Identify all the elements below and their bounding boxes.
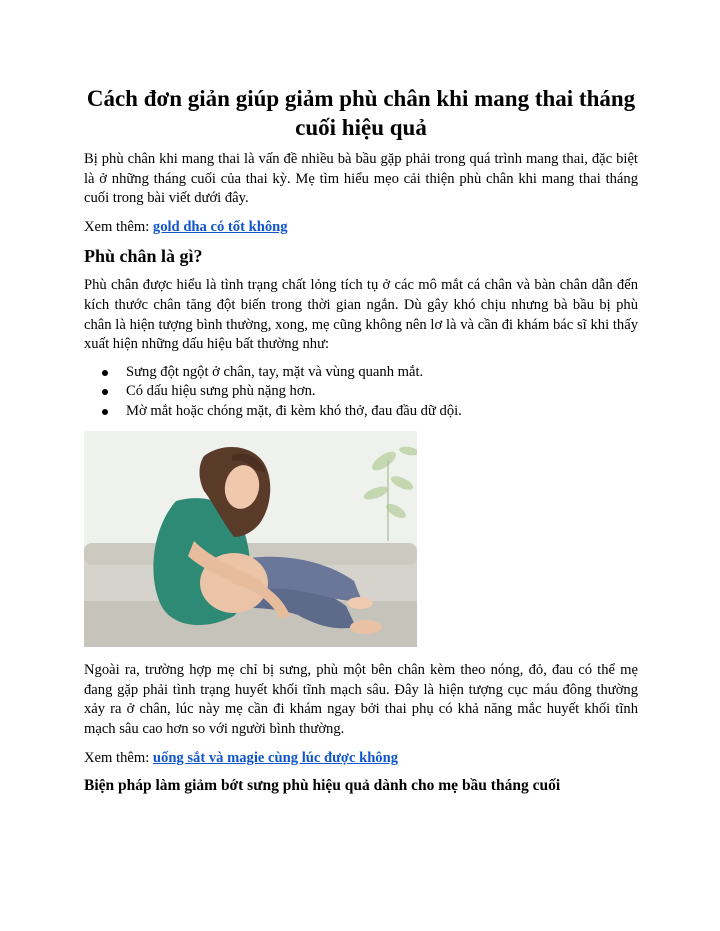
bullet-icon: [102, 409, 108, 415]
see-also-2-prefix: Xem thêm:: [84, 749, 153, 766]
list-item: [84, 402, 638, 422]
section1-heading: Phù chân là gì?: [84, 246, 203, 267]
pregnant-woman-illustration: [84, 431, 417, 647]
see-also-2: [84, 749, 638, 769]
list-item: [84, 382, 638, 402]
gold-dha-link[interactable]: gold dha có tốt không: [152, 218, 288, 235]
pregnant-woman-photo: [84, 431, 417, 647]
see-also-1-prefix: Xem thêm:: [84, 218, 153, 235]
document-content: [84, 84, 638, 796]
symptom-list: [84, 363, 638, 422]
list-item-text: Có dấu hiệu sưng phù nặng hơn.: [126, 383, 316, 400]
document-title: Cách đơn giản giúp giảm phù chân khi mang thai tháng cuối hiệu quả: [86, 86, 636, 140]
section1-paragraph: Phù chân được hiểu là tình trạng chất lỏng tích tụ ở các mô mắt cá chân và bàn chân dẫn đến kích thước chân tăng đột biến trong thời gian ngắn. Dù gây khó chịu nhưng bà bầu bị phù chân là hiện tượng bình thường, xong, mẹ cũng không nên lơ là và cần đi khám bác sĩ khi thấy xuất hiện những dấu hiệu bất thường như:: [84, 277, 638, 353]
see-also-1: [84, 218, 638, 238]
intro-paragraph: Bị phù chân khi mang thai là vấn đề nhiều bà bầu gặp phải trong quá trình mang thai, đặc biệt là ở những tháng cuối của thai kỳ. Mẹ tìm hiểu mẹo cải thiện phù chân khi mang thai tháng cuối trong bài viết dưới đây.: [84, 151, 638, 207]
list-item-text: Mờ mắt hoặc chóng mặt, đi kèm khó thở, đau đầu dữ dội.: [126, 402, 462, 419]
list-item: [84, 363, 638, 383]
after-image-paragraph: Ngoài ra, trường hợp mẹ chỉ bị sưng, phù một bên chân kèm theo nóng, đỏ, đau có thể mẹ đang gặp phải tình trạng huyết khối tĩnh mạch sâu. Đây là hiện tượng cục máu đông thường xảy ra ở chân, lúc này mẹ cần đi khám ngay bởi thai phụ có khả năng mắc huyết khối tĩnh mạch sâu cao hơn so với người bình thường.: [84, 662, 638, 738]
bullet-icon: [102, 389, 108, 395]
list-item-text: Sưng đột ngột ở chân, tay, mặt và vùng quanh mắt.: [126, 363, 424, 380]
section2-heading: Biện pháp làm giảm bớt sưng phù hiệu quả dành cho mẹ bầu tháng cuối: [84, 777, 561, 795]
bullet-icon: [102, 370, 108, 376]
iron-magnesium-link[interactable]: uống sắt và magie cùng lúc được không: [152, 749, 399, 766]
